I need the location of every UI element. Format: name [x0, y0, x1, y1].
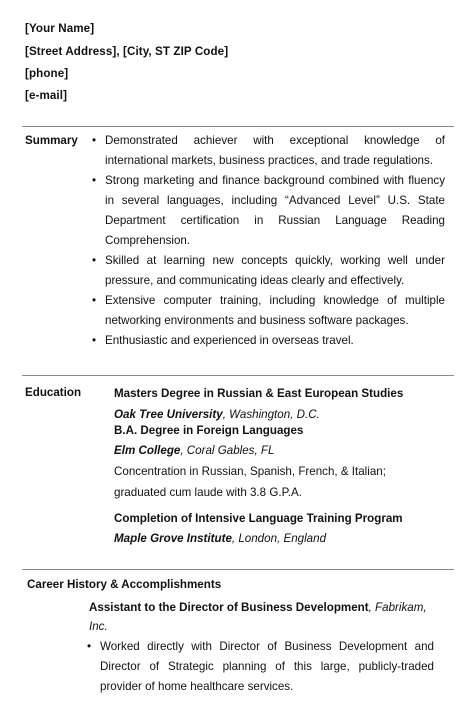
career-heading: Career History & Accomplishments	[27, 578, 222, 591]
summary-bullet-text: Skilled at learning new concepts quickly, working well under pressure, and communicating ideas clearly and effectively.	[105, 254, 445, 287]
school-location: , London, England	[231, 532, 327, 545]
degree-ba: B.A. Degree in Foreign Languages	[114, 424, 304, 437]
training-program: Completion of Intensive Language Training Program	[114, 512, 403, 525]
summary-bullet-text: Demonstrated achiever with exceptional knowledge of international markets, business practices, and trade regulations.	[105, 134, 445, 167]
phone-line: [phone]	[25, 67, 69, 80]
summary-bullet-text: Strong marketing and finance background combined with fluency in several languages, including “Advanced Level” U.S. State Department certification in Russian Language Reading Comprehension.	[105, 174, 445, 247]
divider	[22, 375, 454, 376]
education-detail-1: Concentration in Russian, Spanish, French, & Italian;	[114, 465, 386, 478]
job-title: Assistant to the Director of Business Development	[89, 601, 369, 614]
school-name: Elm College	[114, 444, 181, 457]
email-line: [e-mail]	[25, 89, 68, 102]
summary-bullet	[92, 251, 445, 291]
school-name: Oak Tree University	[114, 408, 223, 421]
school-location: , Washington, D.C.	[222, 408, 320, 421]
school-name: Maple Grove Institute	[114, 532, 232, 545]
bullet-icon: •	[92, 294, 97, 307]
company-name: , Fabrikam,	[368, 601, 427, 614]
divider	[22, 126, 454, 127]
education-detail-2: graduated cum laude with 3.8 G.P.A.	[114, 486, 302, 499]
summary-bullet-text: Enthusiastic and experienced in overseas travel.	[105, 334, 354, 347]
company-name-cont: Inc.	[89, 620, 108, 633]
school-location: , Coral Gables, FL	[180, 444, 275, 457]
bullet-icon: •	[92, 334, 97, 347]
bullet-icon: •	[92, 254, 97, 267]
summary-bullet	[92, 171, 445, 251]
summary-bullet	[92, 131, 445, 171]
summary-heading: Summary	[25, 134, 78, 147]
bullet-icon: •	[92, 134, 97, 147]
degree-masters: Masters Degree in Russian & East European Studies	[114, 387, 404, 400]
summary-bullet	[92, 291, 445, 331]
name-line: [Your Name]	[25, 22, 95, 35]
education-heading: Education	[25, 386, 82, 399]
career-bullet	[87, 637, 434, 697]
summary-bullet	[92, 331, 445, 351]
bullet-icon: •	[92, 174, 97, 187]
school-line-1	[114, 408, 320, 421]
bullet-icon: •	[87, 640, 92, 653]
address-line: [Street Address], [City, ST ZIP Code]	[25, 45, 229, 58]
summary-bullet-text: Extensive computer training, including knowledge of multiple networking environments and business software packages.	[105, 294, 445, 327]
career-bullet-text: Worked directly with Director of Business Development and Director of Strategic planning of this large, publicly-traded provider of home healthcare services.	[100, 640, 434, 693]
school-line-2	[114, 444, 274, 457]
school-line-3	[114, 532, 326, 545]
job-title-line	[89, 601, 427, 614]
divider	[22, 569, 454, 570]
